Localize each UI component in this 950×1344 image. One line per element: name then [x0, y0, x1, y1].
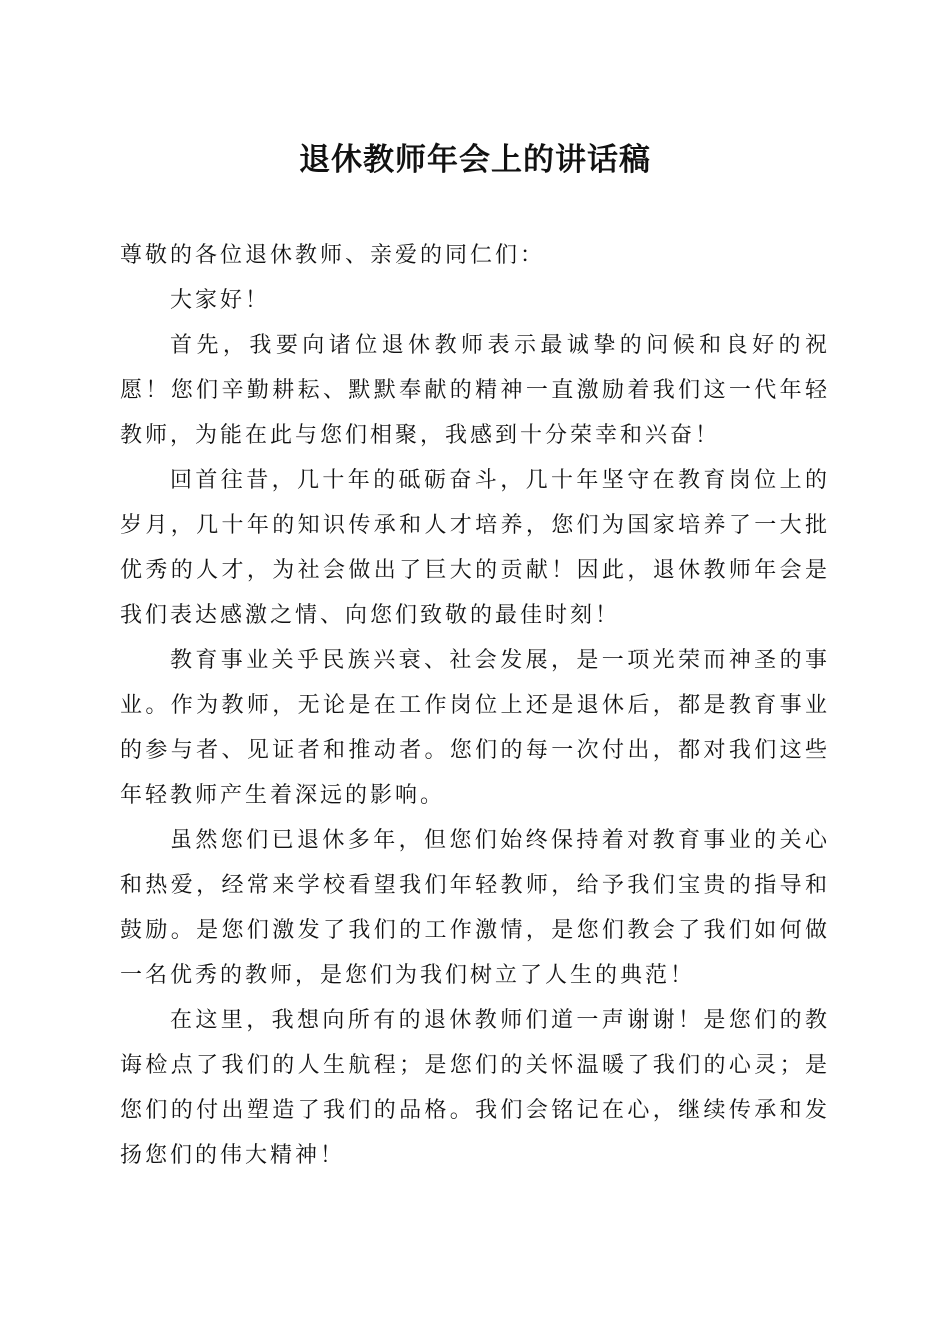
document-title: 退休教师年会上的讲话稿 [299, 142, 651, 178]
paragraph-education-cause: 教育事业关乎民族兴衰、社会发展，是一项光荣而神圣的事业。作为教师，无论是在工作岗位上还是退休后，都是教育事业的参与者、见证者和推动者。您们的每一次付出，都对我们这些年轻教师产生着深远的影响。 [120, 648, 830, 808]
paragraph-thanks: 在这里，我想向所有的退休教师们道一声谢谢！是您们的教诲检点了我们的人生航程；是您们的关怀温暖了我们的心灵；是您们的付出塑造了我们的品格。我们会铭记在心，继续传承和发扬您们的伟大精神！ [120, 1008, 830, 1168]
paragraph-greeting: 大家好！ [170, 288, 271, 313]
document-body [120, 233, 830, 1178]
paragraph-regards: 首先，我要向诸位退休教师表示最诚挚的问候和良好的祝愿！您们辛勤耕耘、默默奉献的精神一直激励着我们这一代年轻教师，为能在此与您们相聚，我感到十分荣幸和兴奋！ [120, 333, 830, 448]
paragraph-care-and-guidance: 虽然您们已退休多年，但您们始终保持着对教育事业的关心和热爱，经常来学校看望我们年轻教师，给予我们宝贵的指导和鼓励。是您们激发了我们的工作激情，是您们教会了我们如何做一名优秀的教师，是您们为我们树立了人生的典范！ [120, 828, 830, 988]
paragraph-retrospect: 回首往昔，几十年的砥砺奋斗，几十年坚守在教育岗位上的岁月，几十年的知识传承和人才培养，您们为国家培养了一大批优秀的人才，为社会做出了巨大的贡献！因此，退休教师年会是我们表达感激之情、向您们致敬的最佳时刻！ [120, 468, 830, 628]
salutation: 尊敬的各位退休教师、亲爱的同仁们： [120, 243, 546, 268]
